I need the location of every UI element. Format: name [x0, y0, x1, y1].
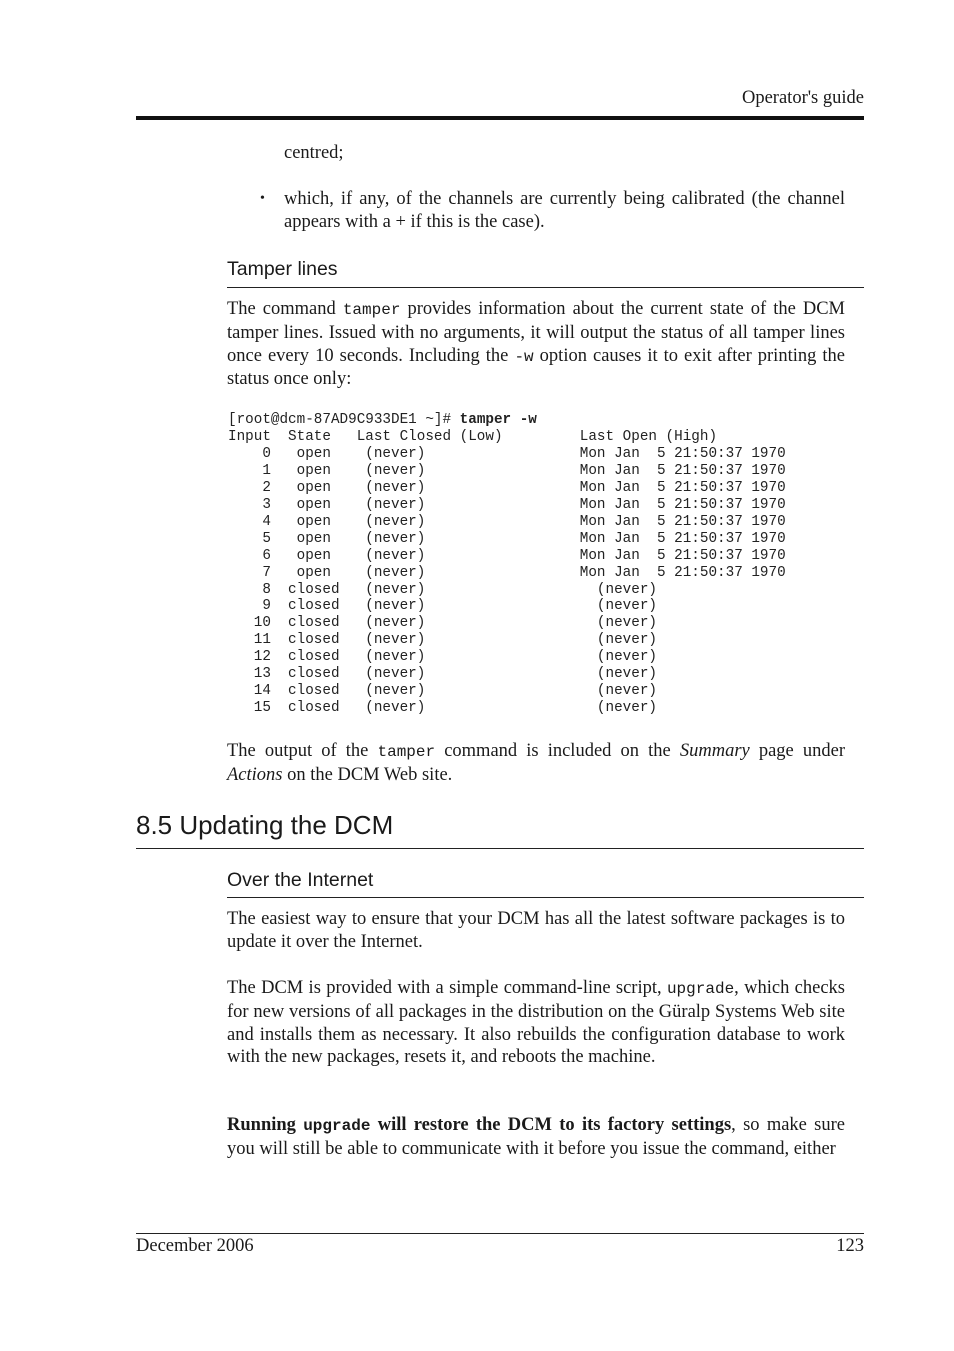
tamper-row: 4 open (never) Mon Jan 5 21:50:37 1970	[228, 513, 786, 530]
paragraph-upgrade-script	[227, 977, 845, 1069]
footer-rule	[136, 1233, 864, 1234]
inline-code: upgrade	[666, 980, 735, 998]
paragraph-tamper-output	[227, 740, 845, 787]
bullet-item: which, if any, of the channels are currently being calibrated (the channel appears with a + if this is the case).	[284, 189, 845, 232]
tamper-row: 3 open (never) Mon Jan 5 21:50:37 1970	[228, 496, 786, 513]
emphasis-actions: Actions	[227, 764, 283, 785]
subheading-over-internet: Over the Internet	[227, 869, 374, 891]
tamper-table-header: Input State Last Closed (Low) Last Open (High)	[228, 428, 718, 445]
tamper-row: 11 closed (never) (never)	[228, 632, 657, 649]
tamper-row: 8 closed (never) (never)	[228, 581, 657, 598]
bullet-marker: •	[260, 191, 265, 206]
text: The DCM is provided with a simple command-line script,	[227, 978, 667, 998]
tamper-row: 10 closed (never) (never)	[228, 615, 657, 632]
tamper-row: 12 closed (never) (never)	[228, 649, 657, 666]
subheading-rule	[227, 287, 864, 288]
section-heading: 8.5 Updating the DCM	[136, 810, 394, 840]
inline-code: tamper	[377, 743, 436, 761]
inline-code: tamper	[342, 301, 401, 319]
tamper-row: 2 open (never) Mon Jan 5 21:50:37 1970	[228, 479, 786, 496]
text: Running	[227, 1115, 304, 1135]
text: , so make sure you will still be able to communicate with it before you issue the command, either	[227, 1115, 845, 1159]
text: The command	[227, 299, 343, 319]
tamper-row: 13 closed (never) (never)	[228, 666, 657, 683]
inline-code: -w	[514, 347, 534, 366]
subheading-rule	[227, 897, 864, 898]
warning-text	[227, 1115, 731, 1135]
page-number: 123	[836, 1236, 864, 1256]
text: page under	[749, 741, 845, 761]
list-continuation: centred;	[284, 143, 344, 163]
code-prompt-line	[228, 412, 786, 429]
tamper-row: 9 closed (never) (never)	[228, 598, 657, 615]
tamper-row: 0 open (never) Mon Jan 5 21:50:37 1970	[228, 445, 786, 462]
tamper-row: 15 closed (never) (never)	[228, 700, 657, 717]
subheading-tamper-lines: Tamper lines	[227, 258, 338, 280]
emphasis-summary: Summary	[679, 741, 750, 761]
header-rule	[136, 116, 864, 120]
text: , which checks for new versions of all packages in the distribution on the Güralp Systems Web site and installs them as necessary. It also rebuilds the configuration database to work with the new packages, resets it, and reboots the machine.	[227, 978, 845, 1068]
shell-prompt: [root@dcm-87AD9C933DE1 ~]#	[228, 412, 460, 428]
inline-code: upgrade	[303, 1117, 371, 1135]
footer-date: December 2006	[136, 1236, 254, 1256]
text: on the DCM Web site.	[282, 764, 453, 785]
paragraph-upgrade-warning	[227, 1114, 845, 1161]
tamper-row: 1 open (never) Mon Jan 5 21:50:37 1970	[228, 462, 786, 479]
tamper-row: 6 open (never) Mon Jan 5 21:50:37 1970	[228, 547, 786, 564]
text: will restore the DCM to its factory settings	[370, 1115, 732, 1135]
tamper-row: 7 open (never) Mon Jan 5 21:50:37 1970	[228, 564, 786, 581]
code-listing	[228, 412, 786, 717]
running-header: Operator's guide	[741, 88, 864, 108]
text: The output of the	[227, 741, 378, 761]
paragraph-tamper-intro	[227, 298, 845, 391]
tamper-row: 5 open (never) Mon Jan 5 21:50:37 1970	[228, 530, 786, 547]
text: option causes it to exit after printing the status once only:	[227, 345, 845, 390]
section-rule	[136, 848, 864, 849]
paragraph-internet-intro: The easiest way to ensure that your DCM has all the latest software packages is to update it over the Internet.	[227, 909, 845, 952]
text: provides information about the current state of the DCM tamper lines. Issued with no arguments, it will output the status of all tamper lines once every 10 seconds. Including the	[227, 299, 846, 366]
shell-command: tamper -w	[459, 412, 537, 428]
text: command is included on the	[435, 741, 680, 761]
tamper-row: 14 closed (never) (never)	[228, 683, 657, 700]
